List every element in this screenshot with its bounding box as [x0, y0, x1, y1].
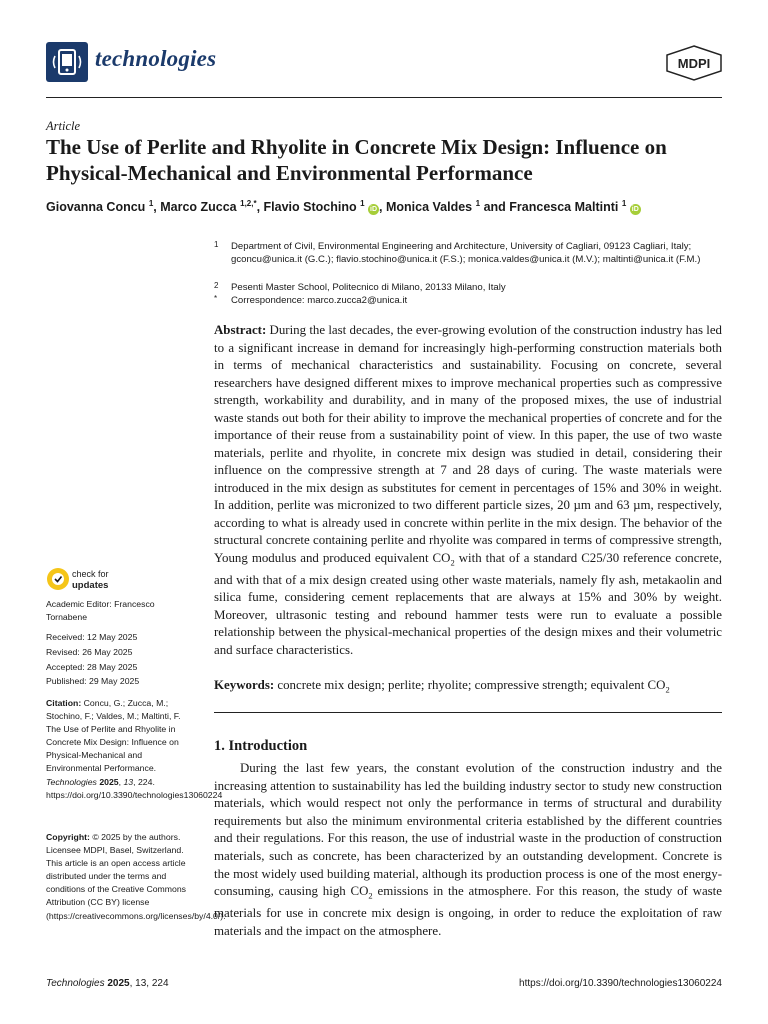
author-name[interactable]: Monica Valdes — [385, 200, 473, 215]
abstract-text: During the last decades, the ever-growing evolution of the construction industry has led to a significant increase in demand for increasingly high-performing construction materials both in terms of mechanical characteristics and sustainability. Focusing on concrete, several researchers have designed different mixes to improve mechanical properties such as compressive strength, workability and durability, and in many of the proposed mixes, the use of industrial waste stands out both for their ability to improve the mechanical properties of concrete and for the importance of their reuse from a sustainability point of view. In this paper, the use of two waste materials, perlite and rhyolite, in concrete mix design was studied in detail, considering their influence on the compressive strength at 7 and 28 days of curing. The waste materials were introduced in the mix design as substitutes for cement in percentages of 15% and 30% in weight. In addition, perlite was micronized to two different particle sizes, 20 µm and 63 µm, respectively, according to what is already used in concrete within perlite in the mix design. The behavior of the structural concrete containing perlite and rhyolite was compared in terms of compressive strength, Young modulus and produced equivalent CO — [214, 323, 722, 565]
check-for-updates-button[interactable] — [46, 566, 126, 592]
author-affil-mark: 1 — [148, 199, 154, 208]
author-affil-mark: 1 — [475, 199, 481, 208]
correspondence-text[interactable]: Correspondence: marco.zucca2@unica.it — [231, 295, 408, 306]
revised-date: Revised: 26 May 2025 — [46, 647, 133, 657]
and-word: and — [483, 200, 506, 215]
orcid-icon[interactable]: iD — [631, 206, 639, 214]
citation-volume: 13 — [123, 776, 134, 787]
svg-text:MDPI: MDPI — [677, 56, 711, 71]
author-name[interactable]: Giovanna Concu — [46, 200, 146, 215]
affiliation-item — [214, 281, 734, 295]
abstract-subscript: 2 — [450, 557, 455, 568]
author-name[interactable]: Francesca Maltinti — [509, 200, 619, 215]
section-title: 1. Introduction — [214, 738, 308, 754]
citation-journal: Technologies — [46, 776, 97, 787]
header-divider — [46, 97, 722, 98]
affiliation-item — [214, 294, 734, 308]
author-name[interactable]: Flavio Stochino — [263, 200, 357, 215]
section-divider — [214, 712, 722, 713]
intro-text: During the last few years, the constant evolution of the construction industry and the increasing attention to sustainability has led the building industry sector to study new construction materials, which would respect not only the performance in terms of structural and durability requirements but also the minimum environmental criteria established by the different countries and their regulations. For this reason, the use of industrial waste in the production of construction materials, such as concrete, has been characterized by an outstanding development. Concrete is the most widely used building material, although its production process is one of the most energy-consuming, causing high CO — [214, 761, 722, 899]
author-list: Giovanna Concu $^1$, Marco Zucca $^{1,2,*}$, Flavio Stochino $^1$ iD , Monica Valdes $^1$ and Francesca Maltinti $^1$ iD — [46, 199, 639, 215]
intro-subscript: 2 — [368, 890, 373, 901]
affiliation-mark: * — [214, 294, 218, 303]
published-date: Published: 29 May 2025 — [46, 676, 140, 686]
footer-journal: Technologies — [46, 978, 105, 989]
copyright-block — [46, 831, 226, 923]
author-affil-mark: 1,2,* — [240, 199, 257, 208]
abstract-text-cont: with that of a standard C25/30 reference concrete, and with that of a mix design created using other waste materials, namely fly ash, metakaolin and silica fume, considering cement replacements that are always at 15% and 30% by weight. Moreover, ultrasonic testing and rebound hammer tests were run to evaluate a possible relationship between the physical-mechanical properties of the design mixes and their volumetric and surface characteristics. — [214, 550, 722, 657]
academic-editor: Academic Editor: Francesco Tornabene — [46, 599, 155, 623]
article-type: Article — [46, 119, 81, 133]
author-affil-mark: 1 — [360, 199, 365, 208]
citation-year: 2025 — [99, 776, 119, 787]
keywords-label: Keywords: — [214, 678, 275, 692]
affiliation-text: Department of Civil, Environmental Engineering and Architecture, University of Cagliari, 09123 Cagliari, Italy; gconcu@unica.it (G.C.); flavio.stochino@unica.it (F.S.); monica.valdes@unica.it (M.V.); maltinti@unica.it (F.M.) — [231, 241, 701, 266]
svg-text:updates: updates — [72, 580, 109, 591]
citation-label: Citation: — [46, 698, 82, 708]
svg-text:check for: check for — [72, 569, 109, 579]
citation-block: Citation: Concu, G.; Zucca, M.; Stochino, F.; Valdes, M.; Maltinti, F. The Use of Perlite and Rhyolite in Concrete Mix Design: Influence on Physical-Mechanical and Environmental Performance. Technologies 2025, 13, 224. https://doi.org/10.3390/technologies13060224 — [46, 698, 223, 800]
author-affil-mark: 1 — [621, 199, 627, 208]
keywords — [214, 677, 722, 699]
author-name[interactable]: Marco Zucca — [160, 200, 237, 215]
mdpi-logo-icon[interactable] — [664, 45, 724, 81]
footer-doi-link[interactable]: https://doi.org/10.3390/technologies13060224 — [519, 978, 722, 989]
affiliation-text: Pesenti Master School, Politecnico di Milano, 20133 Milano, Italy — [231, 282, 506, 293]
received-date: Received: 12 May 2025 — [46, 632, 138, 642]
citation-text: Concu, G.; Zucca, M.; Stochino, F.; Valdes, M.; Maltinti, F. The Use of Perlite and Rhyolite in Concrete Mix Design: Influence on Physical-Mechanical and Environmental Performance. — [46, 698, 181, 774]
accepted-date: Accepted: 28 May 2025 — [46, 662, 138, 672]
journal-name[interactable]: technologies — [95, 46, 217, 71]
journal-logo-icon — [46, 42, 88, 82]
keywords-text: concrete mix design; perlite; rhyolite; compressive strength; equivalent CO — [277, 678, 666, 692]
article-title: The Use of Perlite and Rhyolite in Concrete Mix Design: Influence on Physical-Mechanical and Environmental Performance — [46, 135, 667, 185]
affiliation-mark: 1 — [214, 240, 219, 249]
intro-text-cont: emissions in the atmosphere. For this reason, the study of waste materials for use in concrete mix design is ongoing, in order to reduce the exploitation of raw materials and the impact on the atmosphere. — [214, 884, 722, 938]
affiliation-mark: 2 — [214, 281, 219, 290]
intro-paragraph — [214, 760, 722, 941]
keywords-subscript: 2 — [665, 684, 670, 695]
affiliation-item — [214, 240, 734, 280]
footer-year: 2025 — [107, 978, 130, 989]
footer-volume-page: , 13, 224 — [129, 978, 169, 989]
copyright-text: © 2025 by the authors. Licensee MDPI, Basel, Switzerland. This article is an open access article distributed under the terms and conditions of the Creative Commons Attribution (CC BY) license (https://creativecommons.org/licenses/by/4.0/). — [46, 832, 226, 921]
footer-citation — [46, 978, 169, 989]
orcid-icon[interactable]: iD — [370, 206, 378, 214]
citation-doi[interactable]: , 224. https://doi.org/10.3390/technologies13060224 — [46, 776, 223, 800]
copyright-label: Copyright: — [46, 832, 90, 842]
abstract — [214, 322, 722, 659]
abstract-label: Abstract: — [214, 323, 267, 337]
